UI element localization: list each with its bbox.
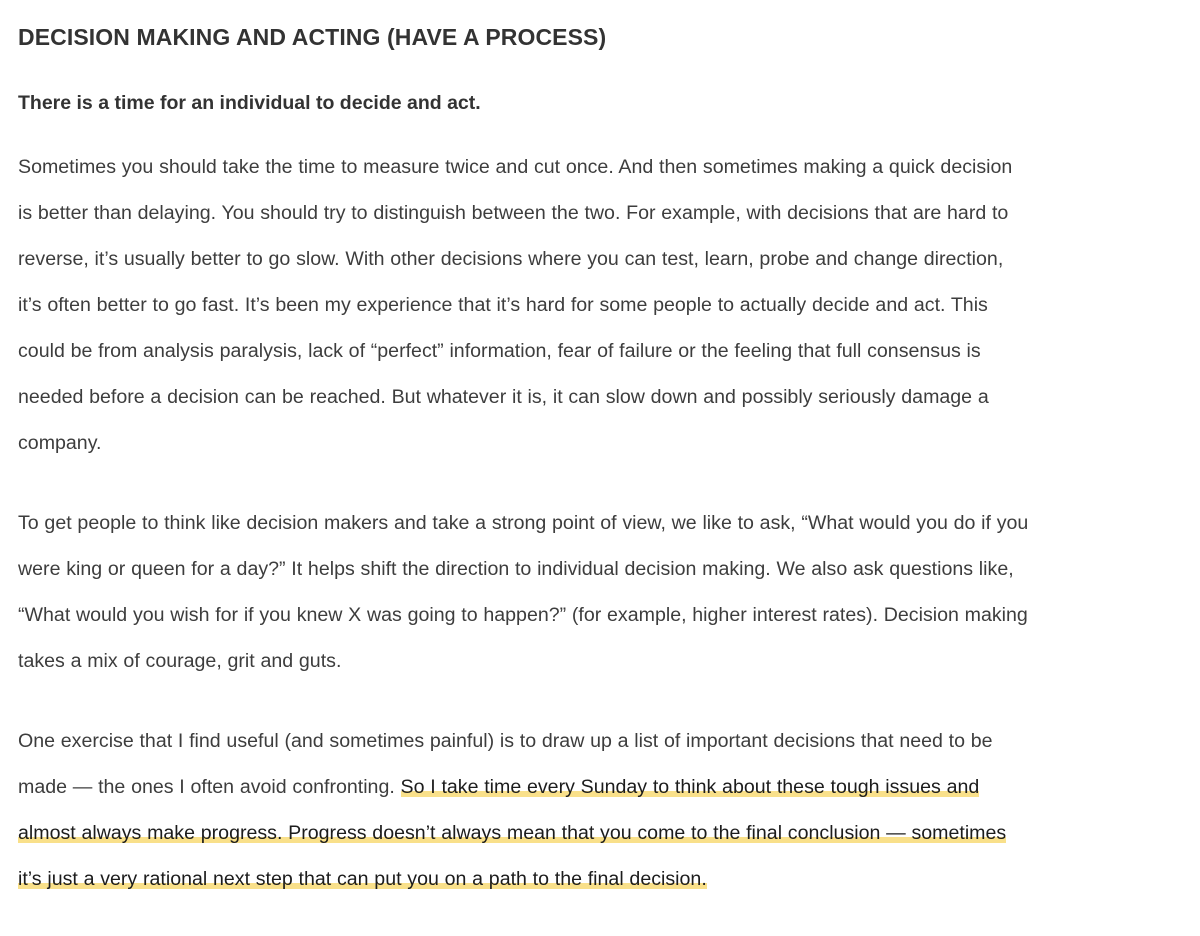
highlighted-text: So I take time every Sunday to think about these tough issues and: [400, 776, 980, 798]
paragraph-line-highlighted: [18, 810, 1200, 856]
paragraph-line: To get people to think like decision makers and take a strong point of view, we like to ask, “What would you do if you: [18, 512, 1029, 534]
lead-sentence: There is a time for an individual to decide and act.: [18, 92, 481, 114]
paragraph-line: could be from analysis paralysis, lack of “perfect” information, fear of failure or the feeling that full consensus is: [18, 340, 981, 362]
paragraph-line: takes a mix of courage, grit and guts.: [18, 650, 342, 672]
paragraph-2: [18, 500, 1200, 684]
plain-text: made — the ones I often avoid confronting.: [18, 776, 401, 798]
paragraph-line: were king or queen for a day?” It helps shift the direction to individual decision making. We also ask questions like,: [18, 558, 1014, 580]
paragraph-line: Sometimes you should take the time to measure twice and cut once. And then sometimes making a quick decision: [18, 156, 1013, 178]
paragraph-line: is better than delaying. You should try to distinguish between the two. For example, with decisions that are hard to: [18, 202, 1009, 224]
paragraph-line: One exercise that I find useful (and sometimes painful) is to draw up a list of important decisions that need to be: [18, 730, 993, 752]
paragraph-line-highlighted: [18, 856, 1200, 902]
section-heading: DECISION MAKING AND ACTING (HAVE A PROCESS): [18, 24, 607, 50]
paragraph-line: “What would you wish for if you knew X was going to happen?” (for example, higher interest rates). Decision making: [18, 604, 1028, 626]
paragraph-line: reverse, it’s usually better to go slow. With other decisions where you can test, learn, probe and change direction,: [18, 248, 1004, 270]
paragraph-3: [18, 718, 1200, 902]
paragraph-line: needed before a decision can be reached. But whatever it is, it can slow down and possibly seriously damage a: [18, 386, 989, 408]
paragraph-line-mixed: [18, 764, 1200, 810]
highlighted-text: almost always make progress. Progress doesn’t always mean that you come to the final conclusion — sometimes: [18, 822, 1007, 844]
paragraph-line: it’s often better to go fast. It’s been my experience that it’s hard for some people to actually decide and act. This: [18, 294, 988, 316]
highlighted-text: it’s just a very rational next step that can put you on a path to the final decision.: [18, 868, 707, 890]
paragraph-line: company.: [18, 432, 102, 454]
paragraph-1: [18, 144, 1200, 466]
